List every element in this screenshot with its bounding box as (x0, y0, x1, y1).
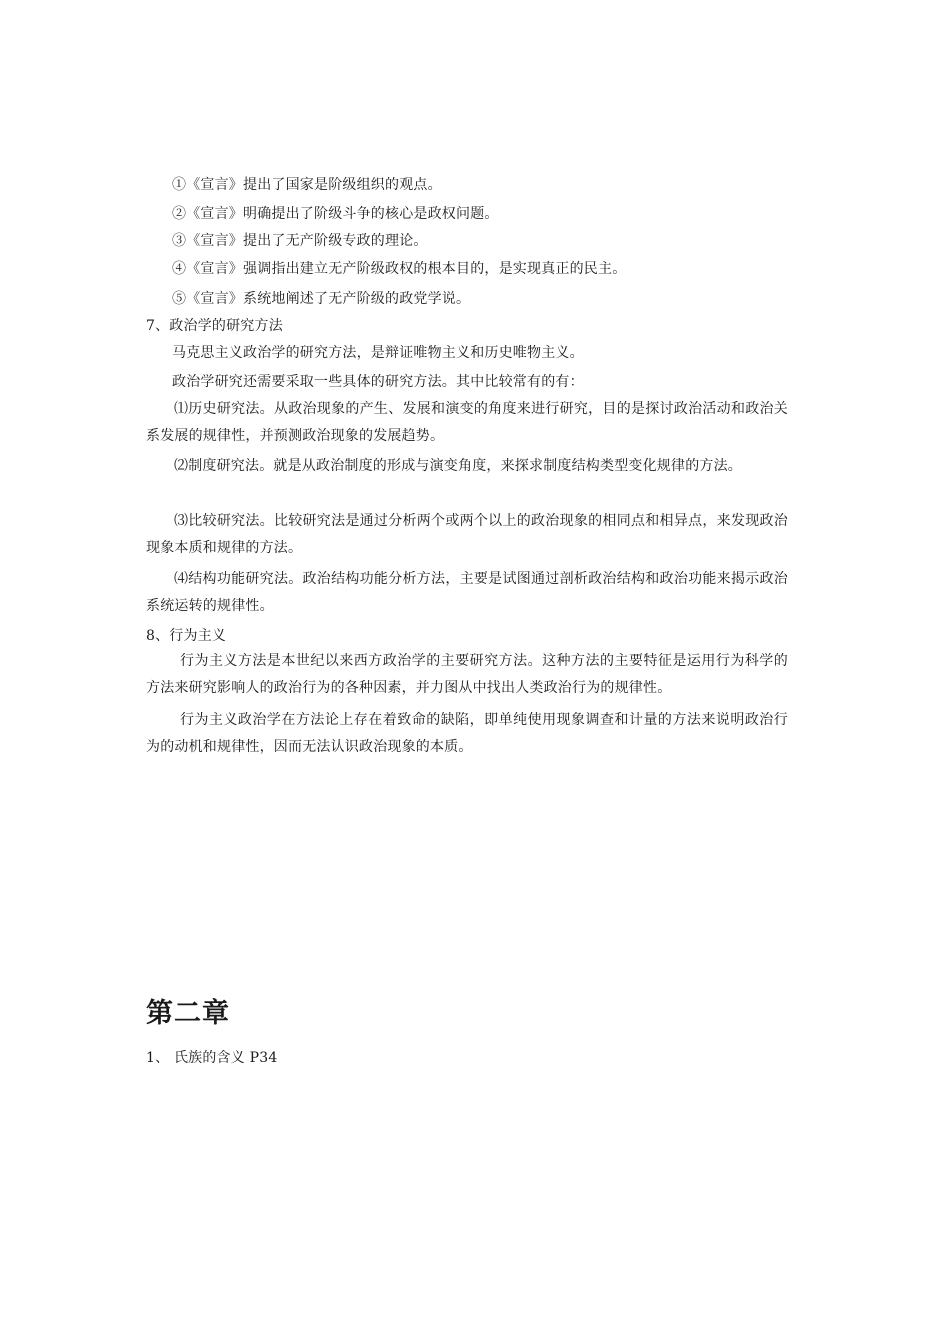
behaviorism-paragraph-1: 行为主义方法是本世纪以来西方政治学的主要研究方法。这种方法的主要特征是运用行为科学的方法来研究影响人的政治行为的各种因素，并力图从中找出人类政治行为的规律性。 (146, 653, 788, 696)
behaviorism-paragraph-2: 行为主义政治学在方法论上存在着致命的缺陷，即单纯使用现象调查和计量的方法来说明政治行为的动机和规律性，因而无法认识政治现象的本质。 (146, 712, 788, 755)
chapter-2-item-1: 1、 氏族的含义 P34 (146, 1050, 278, 1066)
declaration-point-1: ①《宣言》提出了国家是阶级组织的观点。 (172, 177, 442, 193)
section-7-heading: 7、政治学的研究方法 (146, 318, 283, 334)
section-8-heading: 8、行为主义 (146, 628, 227, 644)
declaration-point-2: ②《宣言》明确提出了阶级斗争的核心是政权问题。 (172, 206, 499, 222)
method-institutional: ⑵制度研究法。就是从政治制度的形成与演变角度，来探求制度结构类型变化规律的方法。 (174, 458, 742, 474)
declaration-point-5: ⑤《宣言》系统地阐述了无产阶级的政党学说。 (172, 291, 471, 307)
method-historical: ⑴历史研究法。从政治现象的产生、发展和演变的角度来进行研究，目的是探讨政治活动和政治关系发展的规律性，并预测政治现象的发展趋势。 (146, 401, 788, 444)
chapter-title: 第二章 (146, 998, 230, 1029)
method-structural-functional: ⑷结构功能研究法。政治结构功能分析方法，主要是试图通过剖析政治结构和政治功能来揭示政治系统运转的规律性。 (146, 571, 788, 614)
section-7-intro-2: 政治学研究还需要采取一些具体的研究方法。其中比较常有的有： (172, 374, 584, 390)
declaration-point-4: ④《宣言》强调指出建立无产阶级政权的根本目的，是实现真正的民主。 (172, 261, 627, 277)
declaration-point-3: ③《宣言》提出了无产阶级专政的理论。 (172, 233, 428, 249)
section-7-intro-1: 马克思主义政治学的研究方法，是辩证唯物主义和历史唯物主义。 (172, 345, 584, 361)
method-comparative: ⑶比较研究法。比较研究法是通过分析两个或两个以上的政治现象的相同点和相异点，来发现政治现象本质和规律的方法。 (146, 513, 788, 556)
